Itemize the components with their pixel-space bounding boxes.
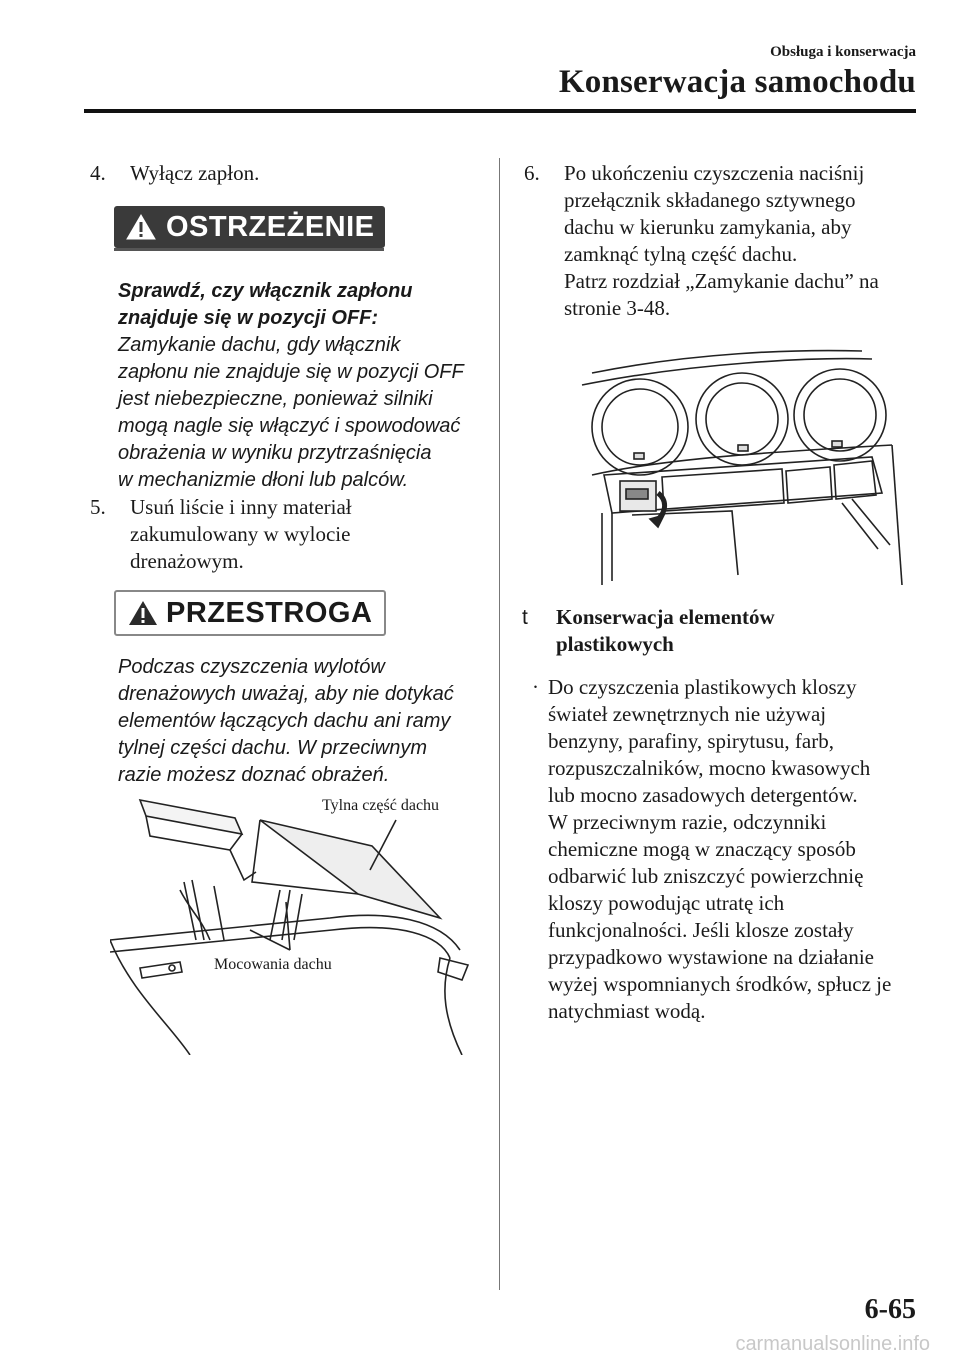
step-line: stronie 3-48. [564, 296, 671, 320]
warning-bold-line: znajduje się w pozycji OFF: [118, 307, 379, 329]
bullet-line: przypadkowo wystawione na działanie [548, 945, 874, 969]
label-rear-roof: Tylna część dachu [322, 797, 440, 814]
warning-label: OSTRZEŻENIE [166, 210, 375, 243]
step-line: Patrz rozdział „Zamykanie dachu” na [564, 269, 879, 293]
step-number: 6. [524, 161, 540, 185]
bullet-line: kloszy powodując utratę ich [548, 891, 785, 915]
warning-line: mogą nagle się włączyć i spowodować [118, 415, 461, 437]
header-rule [84, 109, 916, 113]
warning-line: Zamykanie dachu, gdy włącznik [118, 334, 401, 356]
step-4 [90, 160, 480, 187]
warning-triangle-icon [126, 213, 156, 241]
bullet-line: odbarwić lub zniszczyć powierzchnię [548, 864, 864, 888]
caution-line: Podczas czyszczenia wylotów [118, 656, 385, 678]
step-line: dachu w kierunku zamykania, aby [564, 215, 852, 239]
step-5 [90, 494, 480, 575]
roof-mount-illustration [110, 790, 482, 1055]
warning-text [118, 278, 488, 494]
section-line: Konserwacja elementów [556, 605, 775, 629]
column-divider [499, 158, 500, 1290]
dashboard-switch-illustration [572, 345, 912, 585]
step-text: Wyłącz zapłon. [130, 161, 260, 185]
page-title: Konserwacja samochodu [558, 64, 916, 100]
bullet-line: wyżej wspomnianych środków, spłucz je [548, 972, 892, 996]
step-line: drenażowym. [130, 549, 244, 573]
step-number: 4. [90, 161, 106, 185]
plastic-care-bullet [532, 674, 932, 1025]
caution-triangle-icon [128, 599, 158, 627]
bullet-line: rozpuszczalników, mocno kwasowych [548, 756, 871, 780]
section-plastic-care [522, 604, 922, 658]
watermark: carmanualsonline.info [735, 1333, 930, 1355]
warning-line: jest niebezpieczne, ponieważ silniki [118, 388, 433, 410]
caution-line: tylnej części dachu. W przeciwnym [118, 737, 427, 759]
step-line: zakumulowany w wylocie [130, 522, 351, 546]
bullet-line: benzyny, parafiny, spirytusu, farb, [548, 729, 834, 753]
caution-line: drenażowych uważaj, aby nie dotykać [118, 683, 454, 705]
bullet-line: W przeciwnym razie, odczynniki [548, 810, 827, 834]
caution-label: PRZESTROGA [166, 596, 373, 629]
warning-banner [114, 206, 384, 251]
bullet-line: chemiczne mogą w znaczący sposób [548, 837, 856, 861]
page-number: 6-65 [864, 1294, 916, 1325]
bullet-line: natychmiast wodą. [548, 999, 706, 1023]
section-line: plastikowych [556, 632, 674, 656]
label-roof-mounts: Mocowania dachu [214, 956, 332, 973]
step-number: 5. [90, 495, 106, 519]
step-line: Usuń liście i inny materiał [130, 495, 352, 519]
caution-line: elementów łączących dachu ani ramy [118, 710, 451, 732]
bullet-line: świateł zewnętrznych nie używaj [548, 702, 827, 726]
caution-banner [114, 590, 384, 638]
section-marker: t [522, 606, 528, 629]
warning-line: obrażenia w wyniku przytrzaśnięcia [118, 442, 432, 464]
step-6 [524, 160, 924, 322]
bullet-line: Do czyszczenia plastikowych kloszy [548, 675, 857, 699]
step-line: Po ukończeniu czyszczenia naciśnij [564, 161, 865, 185]
warning-bold-line: Sprawdź, czy włącznik zapłonu [118, 280, 413, 302]
warning-line: zapłonu nie znajduje się w pozycji OFF [118, 361, 464, 383]
warning-line: w mechanizmie dłoni lub palców. [118, 469, 409, 491]
bullet-line: funkcjonalności. Jeśli klosze zostały [548, 918, 854, 942]
step-line: zamknąć tylną część dachu. [564, 242, 798, 266]
caution-text [118, 654, 488, 789]
caution-line: razie możesz doznać obrażeń. [118, 764, 390, 786]
step-line: przełącznik składanego sztywnego [564, 188, 856, 212]
section-title: Obsługa i konserwacja [770, 44, 916, 60]
bullet-line: lub mocno zasadowych detergentów. [548, 783, 858, 807]
bullet-marker: · [532, 675, 539, 699]
